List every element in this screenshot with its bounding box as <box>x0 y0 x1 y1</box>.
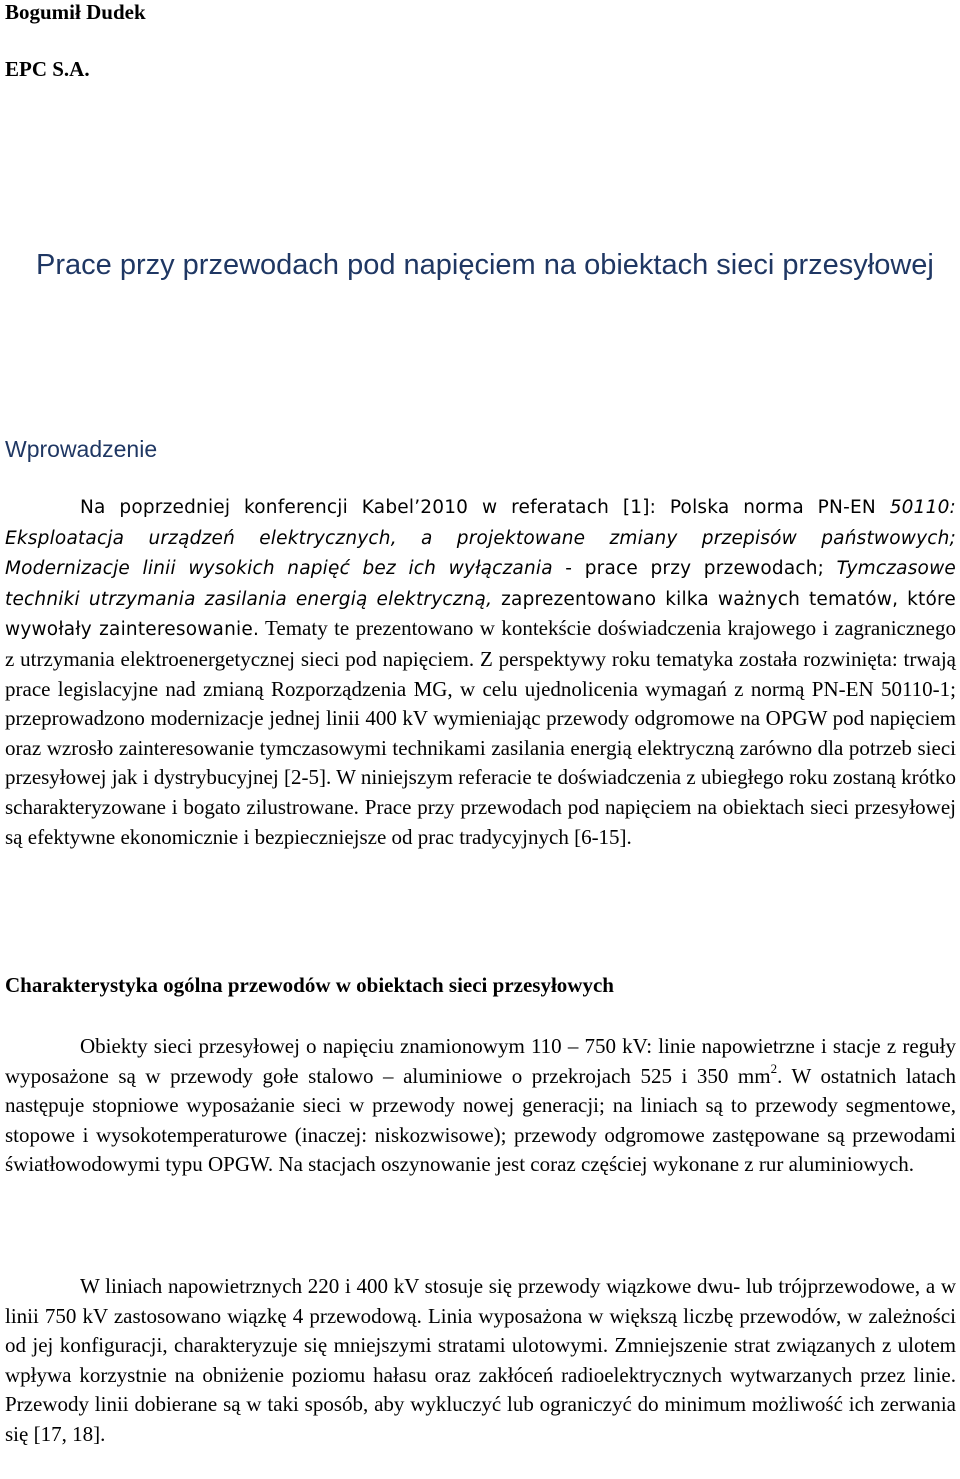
author-name: Bogumił Dudek <box>5 0 146 24</box>
characteristics-paragraph-1: Obiekty sieci przesyłowej o napięciu znamionowym 110 – 750 kV: linie napowietrzne i stacje z reguły wyposażone są w przewody gołe stalowo – aluminiowe o przekrojach 525 i 350 $mm^2$. W ostatnich latach następuje stopniowe wyposażanie sieci w przewody nowej generacji; na liniach są to przewody segmentowe, stopowe i wysokotemperaturowe (inaczej: niskozwisowe); przewody odgromowe zastępowane są przewodami światłowodowymi typu OPGW. Na stacjach oszynowanie jest coraz częściej wykonane z rur aluminiowych. <box>5 1034 956 1177</box>
document-title: Prace przy przewodach pod napięciem na obiektach sieci przesyłowej <box>36 249 934 281</box>
section-heading-introduction: Wprowadzenie <box>5 436 158 462</box>
section-heading-characteristics: Charakterystyka ogólna przewodów w obiektach sieci przesyłowych <box>5 973 614 997</box>
company-name: EPC S.A. <box>5 57 90 81</box>
intro-paragraph <box>5 492 956 852</box>
superscript-2: 2 <box>770 1060 778 1076</box>
characteristics-paragraph-2: W liniach napowietrznych 220 i 400 kV stosuje się przewody wiązkowe dwu- lub trójprzewodowe, a w linii 750 kV zastosowano wiązkę 4 przewodową. Linia wyposażona w większą liczbę przewodów, w zależności od jej konfiguracji, charakteryzuje się mniejszymi stratami ulotowymi. Zmniejszenie strat związanych z ulotem wpływa korzystnie na obniżenie poziomu hałasu oraz zakłóceń radioelektrycznych wytwarzanych przez linie. Przewody linii dobierane są w taki sposób, aby wykluczyć lub ograniczyć do minimum możliwość ich zerwania się [17, 18]. <box>5 1274 956 1446</box>
intro-paragraph-part1: Na poprzedniej konferencji Kabel’2010 w referatach [1]: Polska norma PN-EN 50110: Eksploatacja urządzeń elektrycznych, a projektowane zmiany przepisów państwowych; Modernizacje linii wysokich napięć bez ich wyłączania - prace przy przewodach; Tymczasowe techniki utrzymania zasilania energią elektryczną, zaprezentowano kilka ważnych tematów, które wywołały zainteresowanie. <box>5 497 956 641</box>
intro-paragraph-part2: Tematy te prezentowano w kontekście doświadczenia krajowego i zagranicznego z utrzymania elektroenergetycznej sieci pod napięciem. Z perspektywy roku tematyka została rozwinięta: trwają prace legislacyjne nad zmianą Rozporządzenia MG, w celu ujednolicenia wymagań z normą PN-EN 50110-1; przeprowadzono modernizacje jednej linii 400 kV wymieniając przewody odgromowe na OPGW pod napięciem oraz wzrosło zainteresowanie tymczasowymi technikami zasilania energią elektryczną zarówno dla potrzeb sieci przesyłowej jak i dystrybucyjnej [2-5]. W niniejszym referacie te doświadczenia z ubiegłego roku zostaną krótko scharakteryzowane i bogato zilustrowane. Prace przy przewodach pod napięciem na obiektach sieci przesyłowej są efektywne ekonomicznie i bezpieczniejsze od prac tradycyjnych [6-15]. <box>5 616 957 849</box>
